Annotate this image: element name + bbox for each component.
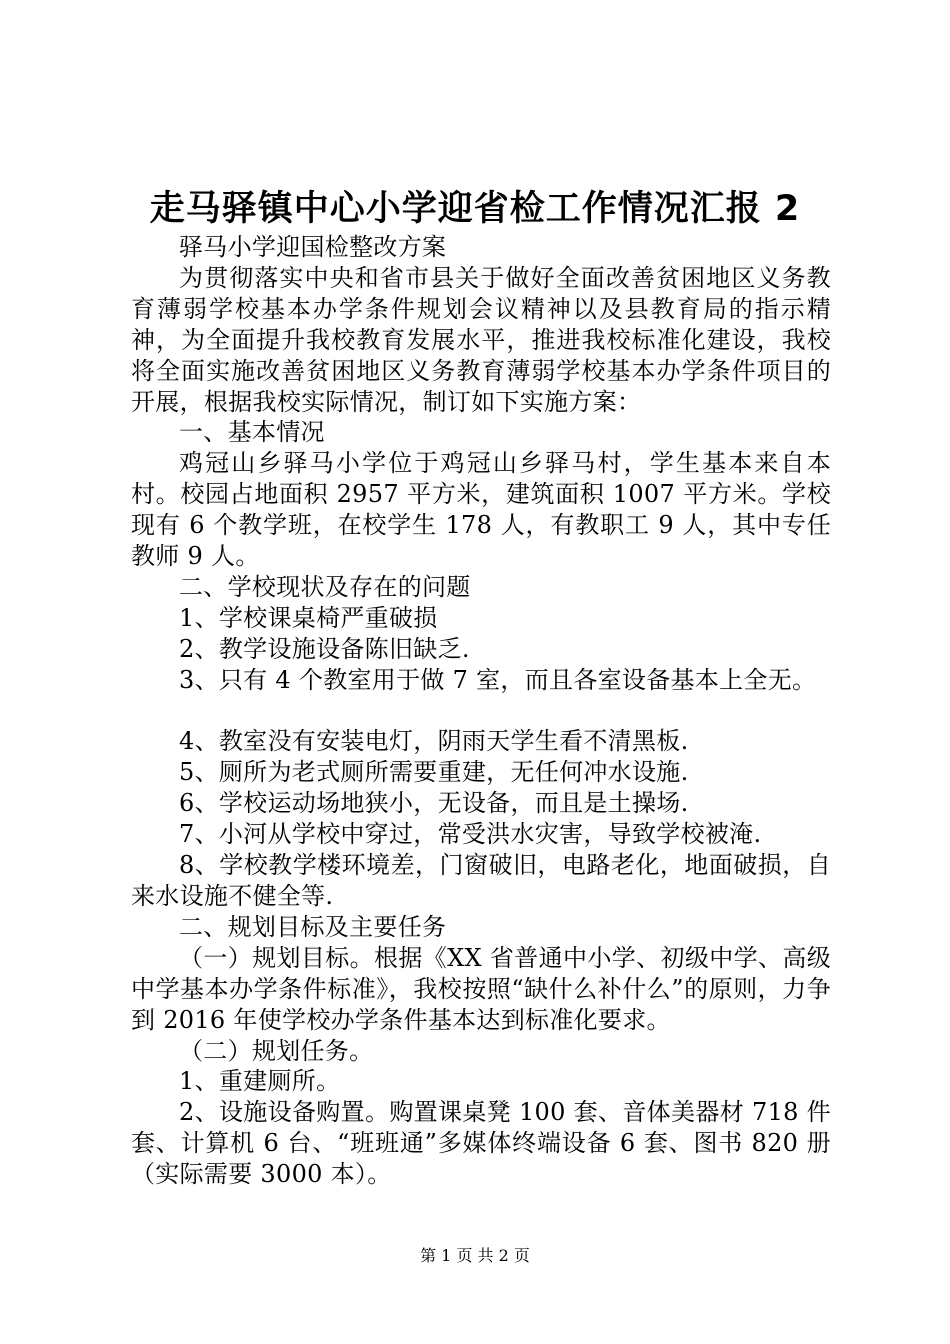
problem-item-8: 8、学校教学楼环境差，门窗破旧，电路老化，地面破损，自来水设施不健全等.	[131, 851, 831, 911]
section-heading-problems: 二、学校现状及存在的问题	[179, 572, 471, 601]
subtitle-paragraph: 驿马小学迎国检整改方案	[179, 233, 447, 261]
goal-paragraph: （一）规划目标。根据《XX 省普通中小学、初级中学、高级中学基本办学条件标准》，我校按照“缺什么补什么”的原则，力争到 2016 年使学校办学条件基本达到标准化要求。	[131, 943, 831, 1034]
task-heading: （二）规划任务。	[179, 1036, 374, 1065]
problem-item-2: 2、教学设施设备陈旧缺乏.	[179, 634, 470, 663]
problem-item-7: 7、小河从学校中穿过，常受洪水灾害，导致学校被淹.	[179, 820, 762, 849]
task-item-2: 2、设施设备购置。购置课桌凳 100 套、音体美器材 718 件套、计算机 6 台、“班班通”多媒体终端设备 6 套、图书 820 册（实际需要 3000 本）。	[131, 1098, 831, 1189]
page-footer: 第 1 页 共 2 页	[420, 1246, 530, 1265]
section-heading-goals: 二、规划目标及主要任务	[179, 912, 447, 941]
problem-item-6: 6、学校运动场地狭小，无设备，而且是土操场.	[179, 789, 689, 818]
problem-item-5: 5、厕所为老式厕所需要重建，无任何冲水设施.	[179, 758, 689, 787]
problem-item-3: 3、只有 4 个教室用于做 7 室，而且各室设备基本上全无。	[179, 665, 817, 694]
document-body	[131, 232, 831, 1190]
task-item-1: 1、重建厕所。	[179, 1067, 341, 1096]
section-heading-basic-info: 一、基本情况	[179, 418, 325, 447]
blank-line	[131, 696, 831, 727]
document-title: 走马驿镇中心小学迎省检工作情况汇报 2	[149, 189, 801, 229]
basic-info-paragraph: 鸡冠山乡驿马小学位于鸡冠山乡驿马村，学生基本来自本村。校园占地面积 2957 平方米，建筑面积 1007 平方米。学校现有 6 个教学班，在校学生 178 人，有教职工 9 人，其中专任教师 9 人。	[131, 449, 831, 571]
intro-paragraph: 为贯彻落实中央和省市县关于做好全面改善贫困地区义务教育薄弱学校基本办学条件规划会议精神以及县教育局的指示精神，为全面提升我校教育发展水平，推进我校标准化建设，我校将全面实施改善贫困地区义务教育薄弱学校基本办学条件项目的开展，根据我校实际情况，制订如下实施方案：	[131, 263, 831, 416]
problem-item-1: 1、学校课桌椅严重破损	[179, 603, 438, 632]
problem-item-4: 4、教室没有安装电灯，阴雨天学生看不清黑板.	[179, 727, 689, 756]
